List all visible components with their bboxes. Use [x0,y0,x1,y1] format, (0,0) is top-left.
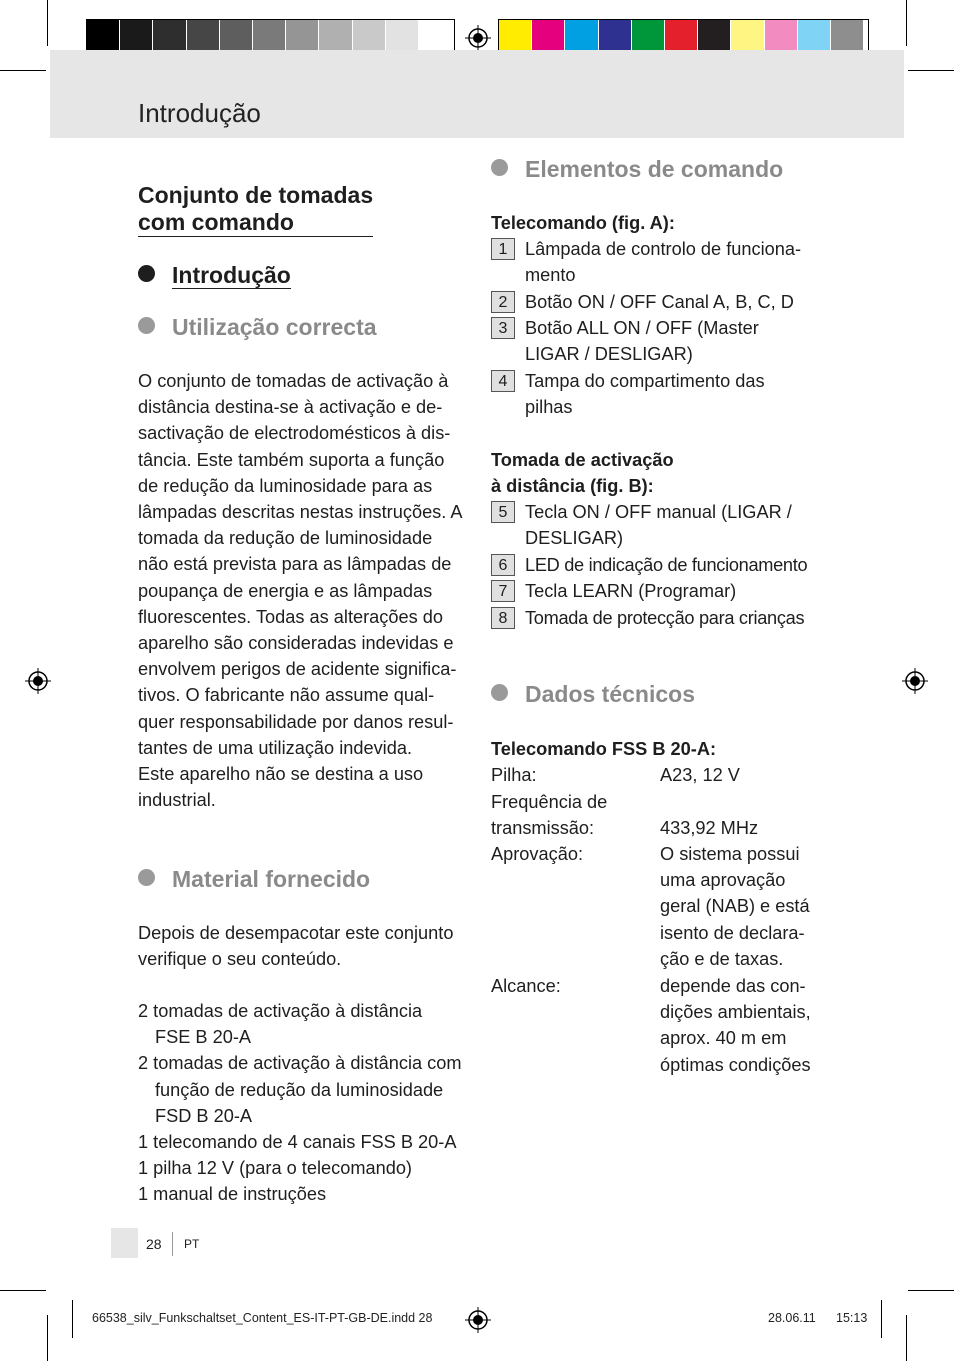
crop-mark [906,0,907,46]
legend-number: 5 [491,501,515,523]
section-heading-text: Material fornecido [172,866,371,892]
crop-mark [0,1290,46,1291]
correct-use-paragraph: O conjunto de tomadas de activação à distância destina-se à activação e de- sactivação de electrodomésticos à dis- tância. Este também suporta a função de redução da luminosidade para as lâmpadas descritas nestas instruções. A tomada da redução de luminosidade não está prevista para as lâmpadas de poupança de energia e as lâmpadas fluorescentes. Todas as alterações do aparelho são consideradas indevidas e envolvem perigos de acidente significa- tivos. O fabricante não assume qual- quer responsabilidade por danos resul- tantes de uma utilização indevida. Este aparelho não se destina a uso industrial. [138,371,463,811]
legend-text: Tecla ON / OFF manual (LIGAR / DESLIGAR) [525,502,792,549]
color-swatch [765,20,798,54]
page-number-box [111,1228,138,1258]
color-swatch [665,20,698,54]
bullet-icon [138,869,155,886]
color-swatch [353,20,386,54]
socket-subheading: Tomada de activação à distância (fig. B): [491,450,674,497]
legend-text: LED de indicação de funcionamento [525,555,808,575]
color-swatch [220,20,253,54]
color-swatch [599,20,632,54]
color-swatch [319,20,352,54]
language-code: PT [184,1237,200,1251]
legend-text: Tomada de protecção para crianças [525,608,805,628]
remote-subheading: Telecomando (fig. A): [491,213,675,233]
legend-text: Botão ALL ON / OFF (Master LIGAR / DESLIGAR) [525,318,759,365]
supply-list [138,998,485,1208]
section-heading-introduction [138,261,291,289]
registration-mark-icon [902,668,928,694]
legend-text: Tampa do compartimento das pilhas [525,371,765,418]
crop-mark [72,1300,73,1338]
legend-number: 6 [491,554,515,576]
page-number: 28 [146,1236,162,1252]
color-swatch [187,20,220,54]
registration-mark-icon [25,668,51,694]
crop-mark [908,1290,954,1291]
tech-subheading: Telecomando FSS B 20-A: [491,739,717,759]
list-item: 2 tomadas de activação à distância com função de redução da luminosidade FSD B 20-A [138,1053,462,1126]
footer-divider [172,1232,173,1256]
spec-label: Pilha: [491,765,537,785]
legend-text: Lâmpada de controlo de funciona- mento [525,239,802,286]
section-heading-supplied-material [138,865,370,893]
section-heading-text: Elementos de comando [525,156,784,182]
color-swatch [565,20,598,54]
registration-mark-icon [465,1307,491,1333]
legend-number: 2 [491,291,515,313]
list-item: 2 tomadas de activação à distância FSE B 20-A [138,1001,423,1048]
list-item: 1 pilha 12 V (para o telecomando) [138,1158,412,1179]
legend-number: 7 [491,580,515,602]
main-heading [138,155,373,237]
crop-mark [881,1300,882,1338]
bullet-icon [491,684,508,701]
color-swatch [831,20,864,54]
section-heading-text: Dados técnicos [525,681,695,707]
legend-number: 8 [491,607,515,629]
legend-number: 3 [491,317,515,339]
color-swatch [286,20,319,54]
section-heading-text: Introdução [172,262,291,288]
list-item: 1 manual de instruções [138,1184,327,1205]
list-item: 1 telecomando de 4 canais FSS B 20-A [138,1132,457,1153]
main-heading-text: Conjunto de tomadas com comando [138,182,374,235]
supply-paragraph: Depois de desempacotar este conjunto verifique o seu conteúdo. [138,923,454,970]
section-heading-technical-data [491,680,695,708]
color-swatch [419,20,452,54]
slug-filename: 66538_silv_Funkschaltset_Content_ES-IT-PT-GB-DE.indd 28 [92,1311,433,1325]
crop-mark [0,70,46,71]
page-title: Introdução [138,98,261,128]
section-heading-controls [491,155,783,183]
crop-mark [906,1315,907,1361]
color-swatch [698,20,731,54]
color-swatch [731,20,764,54]
gray-color-bar [87,20,452,54]
legend-text: Botão ON / OFF Canal A, B, C, D [525,292,794,312]
spec-value: depende das con- dições ambientais, aprox. 40 m em óptimas condições [660,976,811,1075]
spec-value: O sistema possui uma aprovação geral (NAB) e está isento de declara- ção e de taxas. [660,844,810,969]
color-swatch [386,20,419,54]
color-swatch [87,20,120,54]
slug-date: 28.06.11 [768,1311,816,1325]
process-color-bar [499,20,864,54]
spec-label: Alcance: [491,976,561,996]
registration-mark-icon [465,25,491,51]
spec-label: Frequência de transmissão: [491,792,608,839]
section-heading-text: Utilização correcta [172,314,377,340]
crop-mark [47,0,48,46]
color-swatch [798,20,831,54]
legend-number: 4 [491,370,515,392]
slug-time: 15:13 [836,1311,868,1325]
color-swatch [532,20,565,54]
color-swatch [632,20,665,54]
section-heading-correct-use [138,313,377,341]
color-swatch [499,20,532,54]
spec-value: 433,92 MHz [660,818,759,839]
legend-text: Tecla LEARN (Programar) [525,581,737,601]
bullet-icon [138,265,155,282]
color-swatch [120,20,153,54]
crop-mark [47,1315,48,1361]
color-swatch [253,20,286,54]
color-swatch [153,20,186,54]
spec-label: Aprovação: [491,844,584,864]
crop-mark [908,70,954,71]
legend-number: 1 [491,238,515,260]
spec-value: A23, 12 V [660,765,740,785]
bullet-icon [491,159,508,176]
bullet-icon [138,317,155,334]
